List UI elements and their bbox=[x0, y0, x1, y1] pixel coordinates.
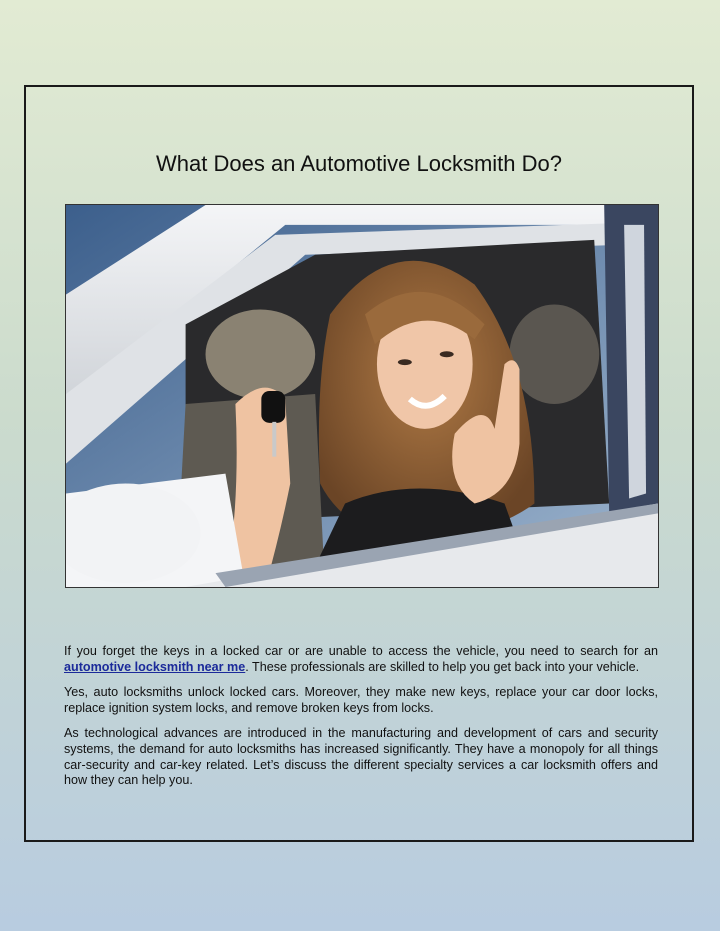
automotive-locksmith-link[interactable]: automotive locksmith near me bbox=[64, 659, 246, 674]
article-body bbox=[64, 644, 658, 799]
paragraph-1-text-after: . These professionals are skilled to help you get back into your vehicle. bbox=[245, 659, 640, 674]
page-frame bbox=[24, 85, 694, 842]
paragraph-1 bbox=[64, 644, 658, 675]
paragraph-2: Yes, auto locksmiths unlock locked cars. Moreover, they make new keys, replace your car door locks, replace ignition system locks, and remove broken keys from locks. bbox=[64, 685, 658, 715]
page-title: What Does an Automotive Locksmith Do? bbox=[156, 151, 562, 176]
car-photo-illustration bbox=[66, 205, 658, 587]
car-photo bbox=[65, 204, 659, 588]
paragraph-1-text-before: If you forget the keys in a locked car or are unable to access the vehicle, you need to search for an bbox=[64, 644, 658, 658]
paragraph-3: As technological advances are introduced in the manufacturing and development of cars and security systems, the demand for auto locksmiths has increased significantly. They have a monopoly for all things car-security and car-key related. Let’s discuss the different specialty services a car locksmith offers and how they can help you. bbox=[64, 726, 658, 788]
